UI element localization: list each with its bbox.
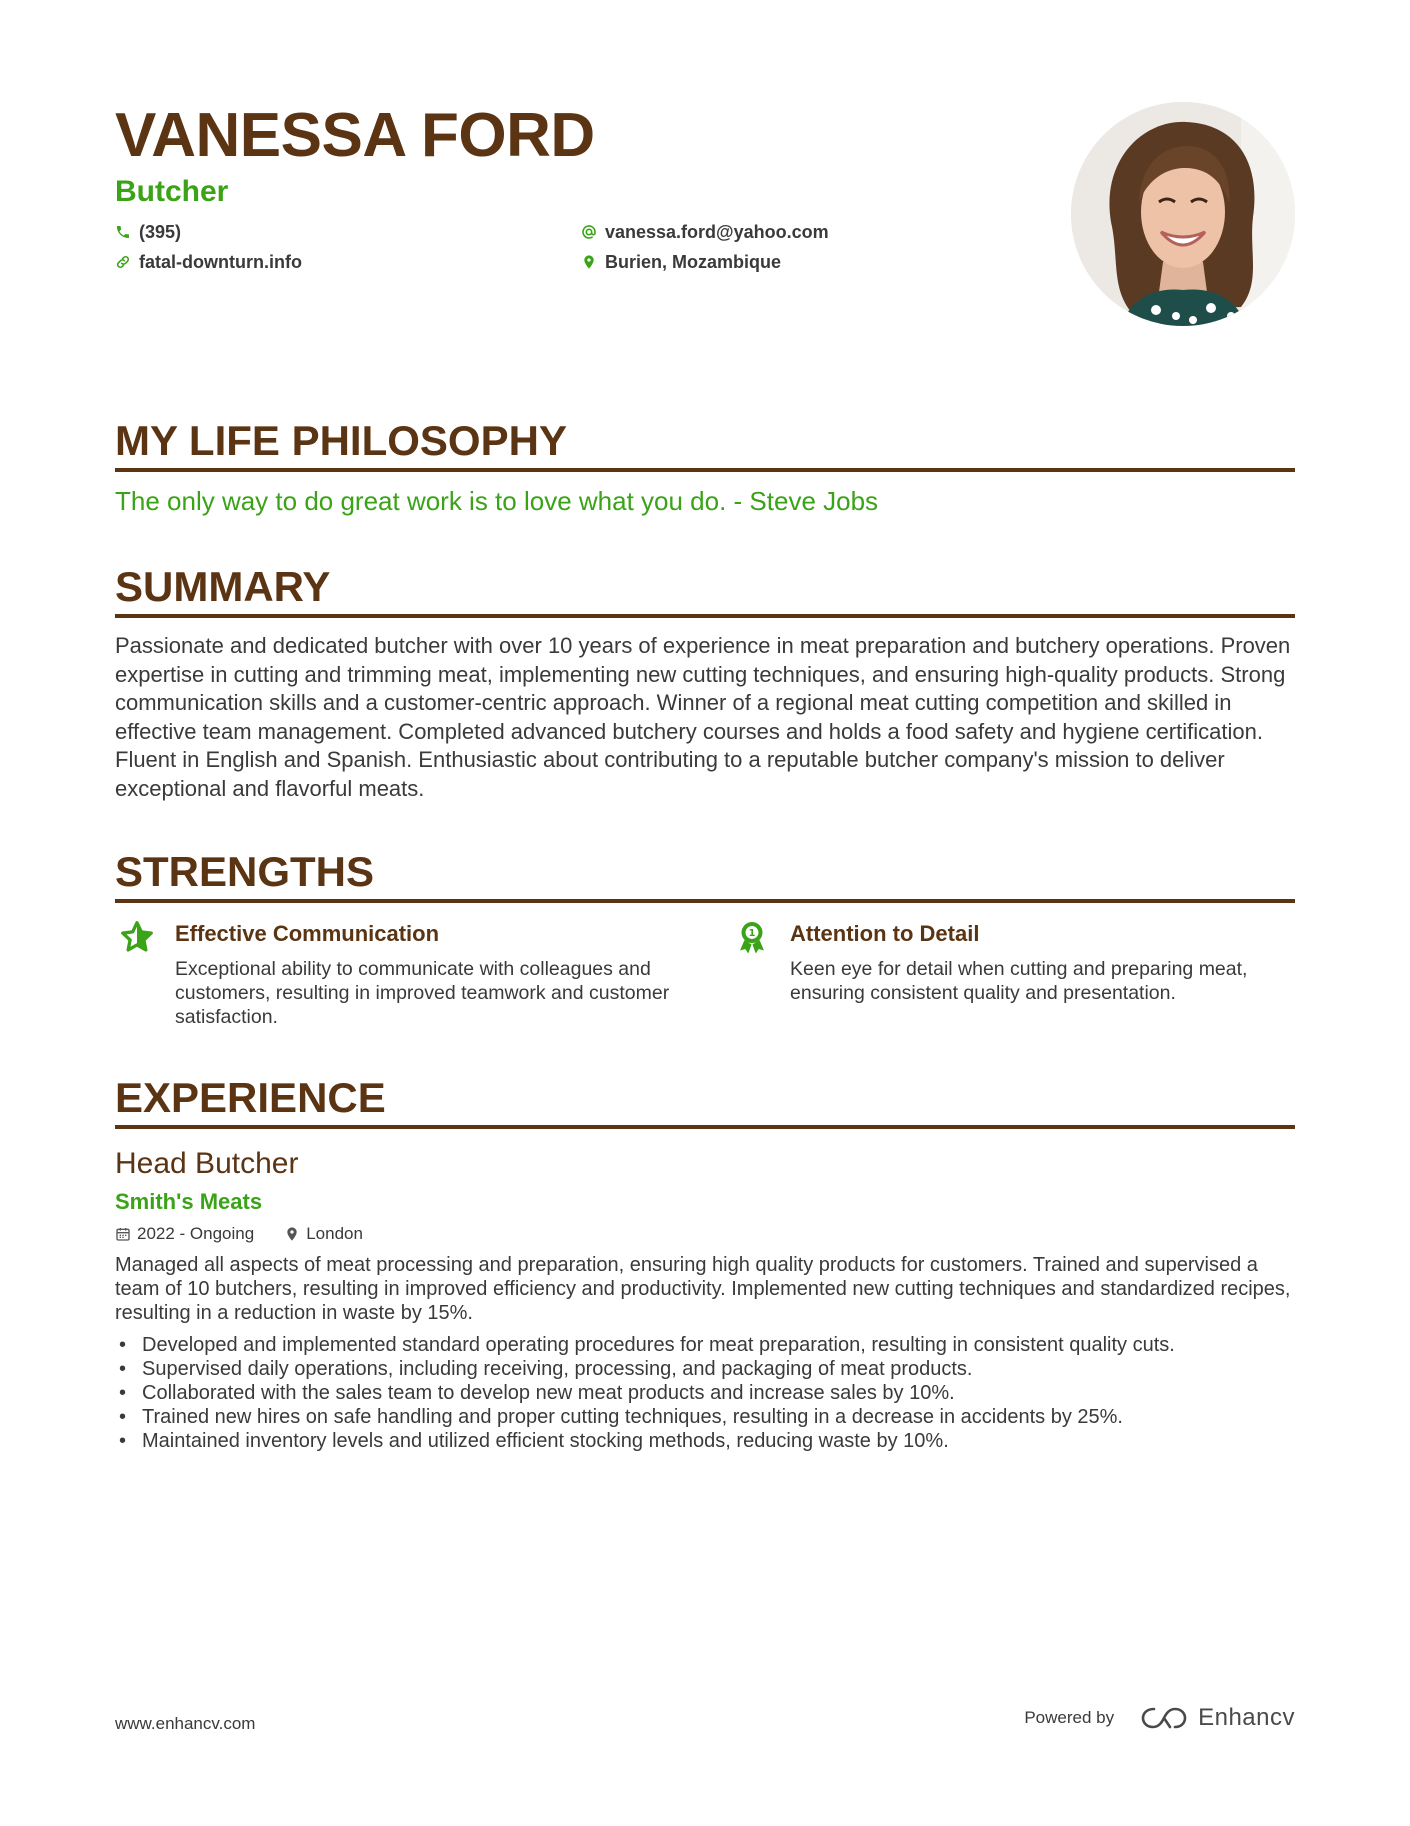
location-pin-icon [581,254,597,270]
achievement-item: • Trained new hires on safe handling and proper cutting techniques, resulting in a decrease in accidents by 25%. [115,1405,1295,1429]
strength-item [115,919,730,1029]
contact-website[interactable] [115,250,581,274]
experience-heading: EXPERIENCE [115,1073,1295,1129]
strength-title: Attention to Detail [790,921,980,946]
job-meta [115,1223,1295,1245]
job-location [284,1223,363,1245]
strength-description: Exceptional ability to communicate with colleagues and customers, resulting in improved teamwork and customer satisfaction. [175,958,670,1028]
candidate-name: VANESSA FORD [115,101,595,170]
achievement-item: • Collaborated with the sales team to develop new meat products and increase sales by 10%. [115,1381,1295,1405]
summary-heading: SUMMARY [115,562,1295,618]
contact-email[interactable] [581,220,1001,244]
website-text: fatal-downturn.info [139,252,302,272]
job-achievements [115,1333,1295,1453]
enhancv-logo-icon [1140,1705,1188,1731]
resume-header [115,100,1295,330]
achievement-item: • Maintained inventory levels and utilized efficient stocking methods, reducing waste by 10%. [115,1429,1295,1453]
contact-phone [115,220,581,244]
job-dates-text: 2022 - Ongoing [137,1224,255,1243]
link-icon [115,254,131,270]
summary-text: Passionate and dedicated butcher with over 10 years of experience in meat preparation and butchery operations. Proven expertise in cutting and trimming meat, implementing new cutting techniques, and ensuring high-quality products. Strong communication skills and a customer-centric approach. Winner of a regional meat cutting competition and skilled in effective team management. Completed advanced butchery courses and holds a food safety and hygiene certification. Fluent in English and Spanish. Enthusiastic about contributing to a reputable butcher company's mission to deliver exceptional and flavorful meats. [115,633,1291,801]
location-text: Burien, Mozambique [605,252,782,272]
job-description: Managed all aspects of meat processing and preparation, ensuring high quality products for customers. Trained and supervised a team of 10 butchers, resulting in improved efficiency and productivity. Implemented new cutting techniques and standardized recipes, resulting in a reduction in waste by 15%. [115,1254,1291,1324]
powered-by-text: Powered by [1024,1708,1115,1727]
location-pin-icon [284,1226,300,1242]
job-company: Smith's Meats [115,1189,263,1214]
strengths-list [115,919,1295,1029]
footer-branding [1024,1704,1295,1732]
profile-photo [1071,102,1295,326]
strength-item [730,919,1295,1029]
experience-section [115,1073,1295,1453]
star-icon [119,919,155,955]
svg-text:1: 1 [748,928,756,940]
achievement-item: • Supervised daily operations, including receiving, processing, and packaging of meat products. [115,1357,1295,1381]
award-badge-icon [734,919,770,955]
strengths-section [115,847,1295,1029]
strength-title: Effective Communication [175,921,440,946]
achievement-item: • Developed and implemented standard operating procedures for meat preparation, resulting in consistent quality cuts. [115,1333,1295,1357]
phone-icon [115,224,131,240]
profile-photo-illustration [1071,102,1295,326]
philosophy-heading: MY LIFE PHILOSOPHY [115,416,1295,472]
strengths-heading: STRENGTHS [115,847,1295,903]
job-location-text: London [306,1224,363,1243]
summary-section [115,562,1295,803]
at-sign-icon [581,224,597,240]
enhancv-logo[interactable] [1140,1704,1295,1732]
philosophy-quote: The only way to do great work is to love what you do. - Steve Jobs [115,486,879,516]
email-text: vanessa.ford@yahoo.com [605,222,829,242]
job-dates [115,1223,254,1245]
calendar-icon [115,1226,131,1242]
contact-location [581,250,1001,274]
job-role: Head Butcher [115,1147,299,1180]
candidate-title: Butcher [115,175,229,208]
experience-item [115,1145,1295,1453]
footer-website-link[interactable]: www.enhancv.com [115,1714,256,1733]
resume-page [115,100,1295,1453]
strength-description: Keen eye for detail when cutting and preparing meat, ensuring consistent quality and presentation. [790,958,1248,1004]
brand-name: Enhancv [1198,1704,1295,1731]
philosophy-section [115,416,1295,518]
phone-text: (395) [139,222,182,242]
